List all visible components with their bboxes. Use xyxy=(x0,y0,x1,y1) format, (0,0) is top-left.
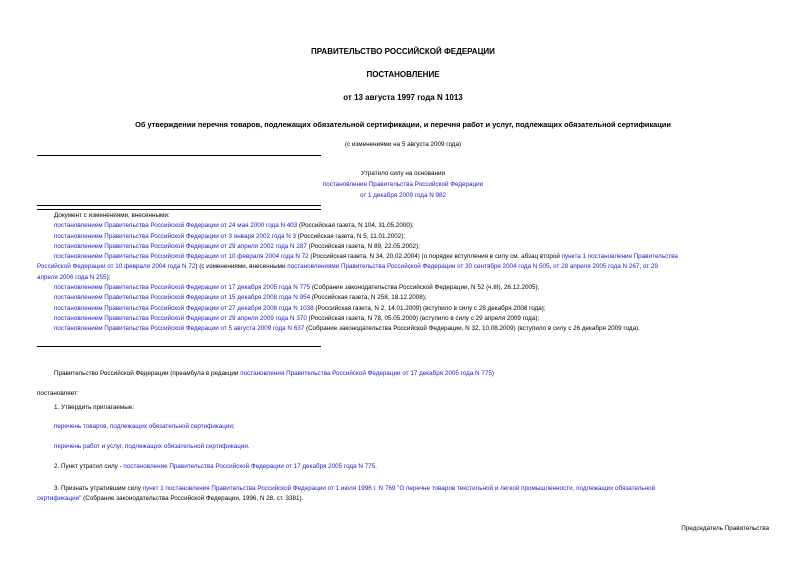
document-type-heading: ПОСТАНОВЛЕНИЕ xyxy=(366,70,440,79)
point-2: 2. Пункт утратил силу - постановление Правительства Российской Федерации от 17 декабря 2005 года N 775. xyxy=(54,463,377,470)
revision-link-8[interactable]: постановлением Правительства Российской Федерации от 29 апреля 2009 года N 370 xyxy=(54,314,307,322)
revisions-intro: Документ с изменениями, внесенными: xyxy=(54,212,170,219)
revision-link-9[interactable]: постановлением Правительства Российской Федерации от 5 августа 2009 года N 637 xyxy=(54,325,305,333)
government-heading: ПРАВИТЕЛЬСТВО РОССИЙСКОЙ ФЕДЕРАЦИИ xyxy=(311,47,495,56)
point-1: 1. Утвердить прилагаемые: xyxy=(54,404,134,411)
divider-line xyxy=(37,209,321,210)
preamble-link[interactable]: постановления Правительства Российской Федерации от 17 декабря 2005 года N 775 xyxy=(240,370,492,377)
point-2-link[interactable]: постановление Правительства Российской Федерации от 17 декабря 2005 года N 775 xyxy=(123,463,376,470)
list-item: постановлением Правительства Российской Федерации от 29 апреля 2002 года N 287 (Российская газета, N 89, 22.05.2002); xyxy=(54,242,420,250)
revision-link-1[interactable]: постановлением Правительства Российской Федерации от 24 мая 2000 года N 403 xyxy=(54,222,298,230)
revision-link-4-amend[interactable]: постановлениями Правительства Российской Федерации от 30 сентября 2004 года N 505 xyxy=(287,263,550,271)
list-item: постановлением Правительства Российской Федерации от 3 января 2002 года N 3 (Российская газета, N 5, 11.01.2002); xyxy=(54,232,406,240)
point-3-link[interactable]: пункт 1 постановления Правительства Российской Федерации от 1 июля 1996 г. N 769 "О перечне товаров текстильной и легкой промышленности, подлежащих обязательной xyxy=(142,485,656,492)
document-title: Об утверждении перечня товаров, подлежащих обязательной сертификации, и перечня работ и услуг, подлежащих обязательной сертификации xyxy=(135,120,671,129)
list-item: постановлением Правительства Российской Федерации от 27 декабря 2008 года N 1038 (Российская газета, N 2, 14.01.2009) (вступило в силу с 28 декабря 2008 года); xyxy=(54,304,546,312)
revision-link-5[interactable]: постановлением Правительства Российской Федерации от 17 декабря 2005 года N 775 xyxy=(54,284,311,292)
preamble: Правительство Российской Федерации (преамбула в редакции постановления Правительства Российской Федерации от 17 декабря 2005 года N 775) xyxy=(54,370,494,377)
list-item: постановлением Правительства Российской Федерации от 29 апреля 2009 года N 370 (Российская газета, N 78, 05.05.2009) (вступило в силу с 29 апреля 2009 года); xyxy=(54,314,540,322)
services-list-link[interactable]: перечень работ и услуг, подлежащих обязательной сертификации. xyxy=(54,443,250,450)
revision-link-4[interactable]: постановлением Правительства Российской Федерации от 10 февраля 2004 года N 72 xyxy=(54,253,309,261)
revision-link-3[interactable]: постановлением Правительства Российской Федерации от 29 апреля 2002 года N 287 xyxy=(54,242,307,250)
list-item: постановлением Правительства Российской Федерации от 15 декабря 2008 года N 954 (Российская газета, N 258, 18.12.2008); xyxy=(54,294,427,302)
point-3-link-cont[interactable]: сертификации" xyxy=(37,495,82,503)
revision-link-6[interactable]: постановлением Правительства Российской Федерации от 15 декабря 2008 года N 954 xyxy=(54,294,311,302)
decides-text: постановляет: xyxy=(37,390,79,397)
revision-link-4-amend-2[interactable]: от 28 апреля 2005 года N 267 xyxy=(553,263,640,271)
divider-line xyxy=(37,155,321,156)
revision-link-4-clause-cont[interactable]: Российской Федерации от 10 февраля 2004 года N 72 xyxy=(37,263,196,271)
document-date-number: от 13 августа 1997 года N 1013 xyxy=(343,93,463,102)
expired-notice xyxy=(37,168,769,201)
list-item xyxy=(37,442,786,452)
edition-note: (с изменениями на 5 августа 2009 года) xyxy=(344,141,462,148)
revisions-list xyxy=(37,211,769,335)
revision-link-7[interactable]: постановлением Правительства Российской Федерации от 27 декабря 2008 года N 1038 xyxy=(54,304,314,312)
divider-line xyxy=(37,205,321,206)
point-3: 3. Признать утратившим силу пункт 1 постановления Правительства Российской Федерации от 1 июля 1996 г. N 769 "О перечне товаров текстильной и легкой промышленности, подлежащих обязательной сертификации" (Собрание законодательства Российской Федерации, 1996, N 28, ст. 3381). xyxy=(37,485,656,503)
expired-link-decree[interactable]: постановления Правительства Российской Федерации xyxy=(322,181,484,188)
list-item xyxy=(37,422,786,432)
revision-link-4-amend-3[interactable]: от 29 xyxy=(642,263,658,271)
revision-link-2[interactable]: постановлением Правительства Российской Федерации от 3 января 2002 года N 3 xyxy=(54,232,297,240)
document-page xyxy=(37,0,769,571)
list-item: постановлением Правительства Российской Федерации от 24 мая 2000 года N 403 (Российская газета, N 104, 31.05.2000); xyxy=(54,222,414,230)
revision-link-4-amend-3-cont[interactable]: апреля 2006 года N 255 xyxy=(37,273,107,281)
signature: Председатель Правительства xyxy=(681,525,769,532)
list-item: постановлением Правительства Российской Федерации от 10 февраля 2004 года N 72 (Российская газета, N 34, 20.02.2004) (о порядке вступления в силу см. абзац второй пункта 1 постановления Правительства Российской Федерации от 10 февраля 2004 года N 72) (с изменениями, внесенными постановлениями Правительства Российской Федерации от 30 сентября 2004 года N 505, от 28 апреля 2005 года N 267, от 29 апреля 2006 года N 255); xyxy=(37,253,678,281)
list-item: постановлением Правительства Российской Федерации от 5 августа 2009 года N 637 (Собрание законодательства Российской Федерации, N 32, 10.08.2009) (вступило в силу с 26 декабря 2009 года). xyxy=(54,325,640,333)
expired-notice-text: Утратило силу на основании xyxy=(360,170,446,177)
expired-link-date[interactable]: от 1 декабря 2009 года N 982 xyxy=(359,192,447,199)
divider-line xyxy=(37,346,321,347)
list-item: постановлением Правительства Российской Федерации от 17 декабря 2005 года N 775 (Собрание законодательства Российской Федерации, N 52 (ч.III), 26.12.2005); xyxy=(54,284,540,292)
goods-list-link[interactable]: перечень товаров, подлежащих обязательной сертификации; xyxy=(54,423,235,430)
revision-link-4-clause[interactable]: пункта 1 постановления Правительства xyxy=(561,253,678,261)
